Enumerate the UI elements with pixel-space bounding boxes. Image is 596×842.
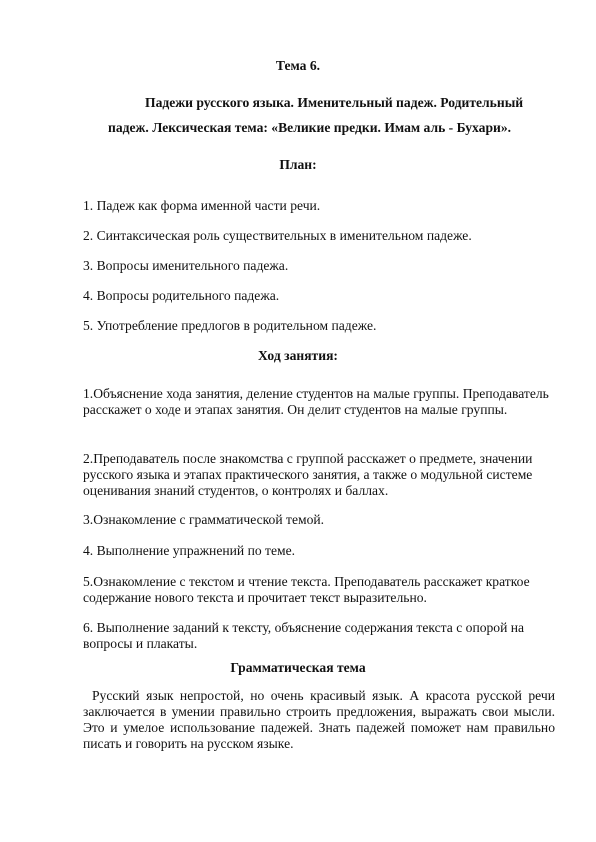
title-line-2: падеж. Лексическая тема: «Великие предки. Имам аль - Бухари». [108,120,512,135]
lesson-step: 2.Преподаватель после знакомства с группой расскажет о предмете, значении русского языка и этапах практического занятия, а также о модульной системе оценивания знаний студентов, о контролях и баллах. [83,451,533,498]
grammar-paragraph: Русский язык непростой, но очень красивый язык. А красота русской речи заключается в умении правильно строить предложения, выражать свои мысли. Это и умелое использование падежей. Знать падежей поможет нам правильно писать и говорить на русском языке. [83,688,555,751]
plan-heading: План: [279,157,317,172]
plan-item: 2. Синтаксическая роль существительных в именительном падеже. [83,228,472,243]
grammar-heading: Грамматическая тема [230,660,366,675]
lesson-step: 6. Выполнение заданий к тексту, объяснение содержания текста с опорой на вопросы и плакаты. [83,620,525,651]
plan-item: 4. Вопросы родительного падежа. [83,288,280,303]
plan-item: 3. Вопросы именительного падежа. [83,258,289,273]
lesson-step: 1.Объяснение хода занятия, деление студентов на малые группы. Преподаватель расскажет о ходе и этапах занятия. Он делит студентов на малые группы. [83,386,549,417]
lesson-step: 4. Выполнение упражнений по теме. [83,543,296,558]
lesson-heading: Ход занятия: [258,348,338,363]
lesson-step: 5.Ознакомление с текстом и чтение текста. Преподаватель расскажет краткое содержание нового текста и прочитает текст выразительно. [83,574,530,605]
plan-item: 1. Падеж как форма именной части речи. [83,198,321,213]
title-line-1: Падежи русского языка. Именительный падеж. Родительный [145,95,524,110]
plan-item: 5. Употребление предлогов в родительном падеже. [83,318,377,333]
topic-label: Тема 6. [275,58,321,73]
lesson-step: 3.Ознакомление с грамматической темой. [83,512,325,527]
